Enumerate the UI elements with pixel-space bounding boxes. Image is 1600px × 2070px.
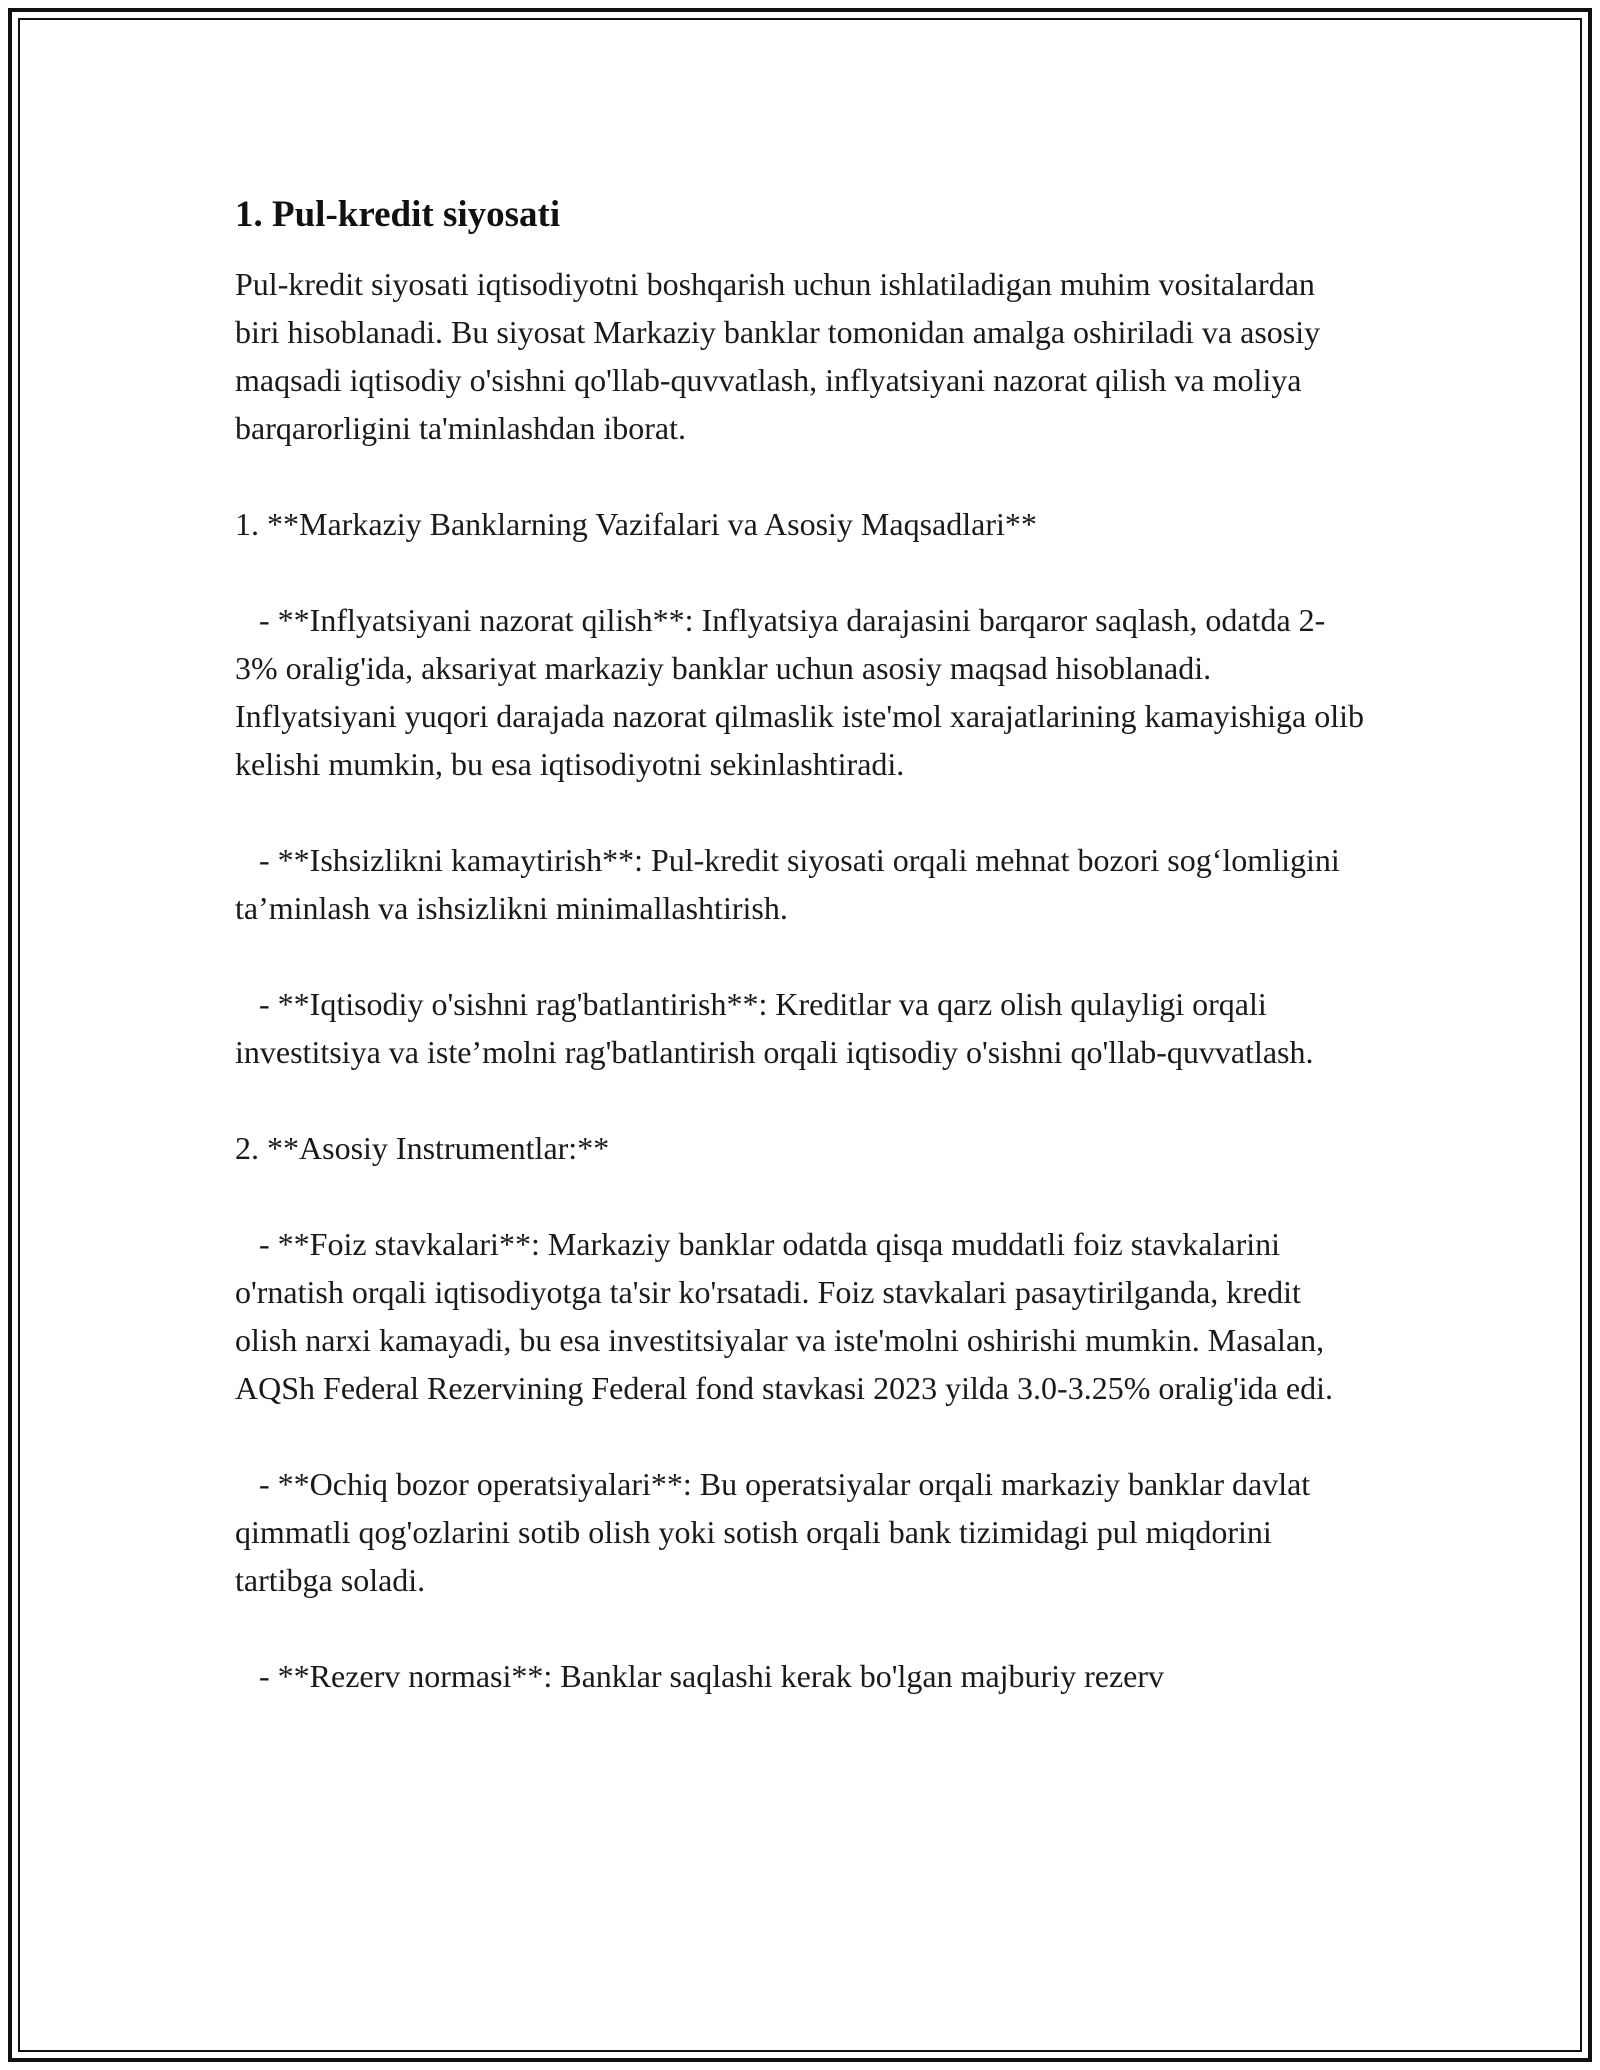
paragraph-spacer — [235, 932, 1365, 980]
bullet-reserve-ratio: - **Rezerv normasi**: Banklar saqlashi kerak bo'lgan majburiy rezerv — [235, 1658, 1165, 1694]
document-body — [235, 186, 1372, 1700]
paragraph-spacer — [235, 452, 1365, 500]
section-heading: 1. Pul-kredit siyosati — [235, 194, 561, 235]
paragraph-spacer — [235, 1412, 1365, 1460]
numbered-item-2: 2. **Asosiy Instrumentlar:** — [235, 1130, 610, 1166]
bullet-unemployment: - **Ishsizlikni kamaytirish**: Pul-kredit siyosati orqali mehnat bozori sog‘lomligini ta’minlash va ishsizlikni minimallashtirish. — [235, 842, 1348, 926]
paragraph-spacer — [235, 1604, 1365, 1652]
paragraph-spacer — [235, 788, 1365, 836]
paragraph-spacer — [235, 1076, 1365, 1124]
intro-paragraph: Pul-kredit siyosati iqtisodiyotni boshqarish uchun ishlatiladigan muhim vositalardan biri hisoblanadi. Bu siyosat Markaziy banklar tomonidan amalga oshiriladi va asosiy maqsadi iqtisodiy o'sishni qo'llab-quvvatlash, inflyatsiyani nazorat qilish va moliya barqarorligini ta'minlashdan iborat. — [235, 266, 1329, 446]
bullet-inflation-control: - **Inflyatsiyani nazorat qilish**: Inflyatsiya darajasini barqaror saqlash, odatda 2-3% oralig'ida, aksariyat markaziy banklar uchun asosiy maqsad hisoblanadi. Inflyatsiyani yuqori darajada nazorat qilmaslik iste'mol xarajatlarining kamayishiga olib kelishi mumkin, bu esa iqtisodiyotni sekinlashtiradi. — [235, 602, 1372, 782]
bullet-economic-growth: - **Iqtisodiy o'sishni rag'batlantirish**: Kreditlar va qarz olish qulayligi orqali investitsiya va iste’molni rag'batlantirish orqali iqtisodiy o'sishni qo'llab-quvvatlash. — [235, 986, 1314, 1070]
bullet-open-market: - **Ochiq bozor operatsiyalari**: Bu operatsiyalar orqali markaziy banklar davlat qimmatli qog'ozlarini sotib olish yoki sotish orqali bank tizimidagi pul miqdorini tartibga soladi. — [235, 1466, 1319, 1598]
numbered-item-1: 1. **Markaziy Banklarning Vazifalari va Asosiy Maqsadlari** — [235, 506, 1037, 542]
bullet-interest-rates: - **Foiz stavkalari**: Markaziy banklar odatda qisqa muddatli foiz stavkalarini o'rnatish orqali iqtisodiyotga ta'sir ko'rsatadi. Foiz stavkalari pasaytirilganda, kredit olish narxi kamayadi, bu esa investitsiyalar va iste'molni oshirishi mumkin. Masalan, AQSh Federal Rezervining Federal fond stavkasi 2023 yilda 3.0-3.25% oralig'ida edi. — [235, 1226, 1333, 1406]
paragraph-spacer — [235, 548, 1365, 596]
paragraph-spacer — [235, 1172, 1365, 1220]
